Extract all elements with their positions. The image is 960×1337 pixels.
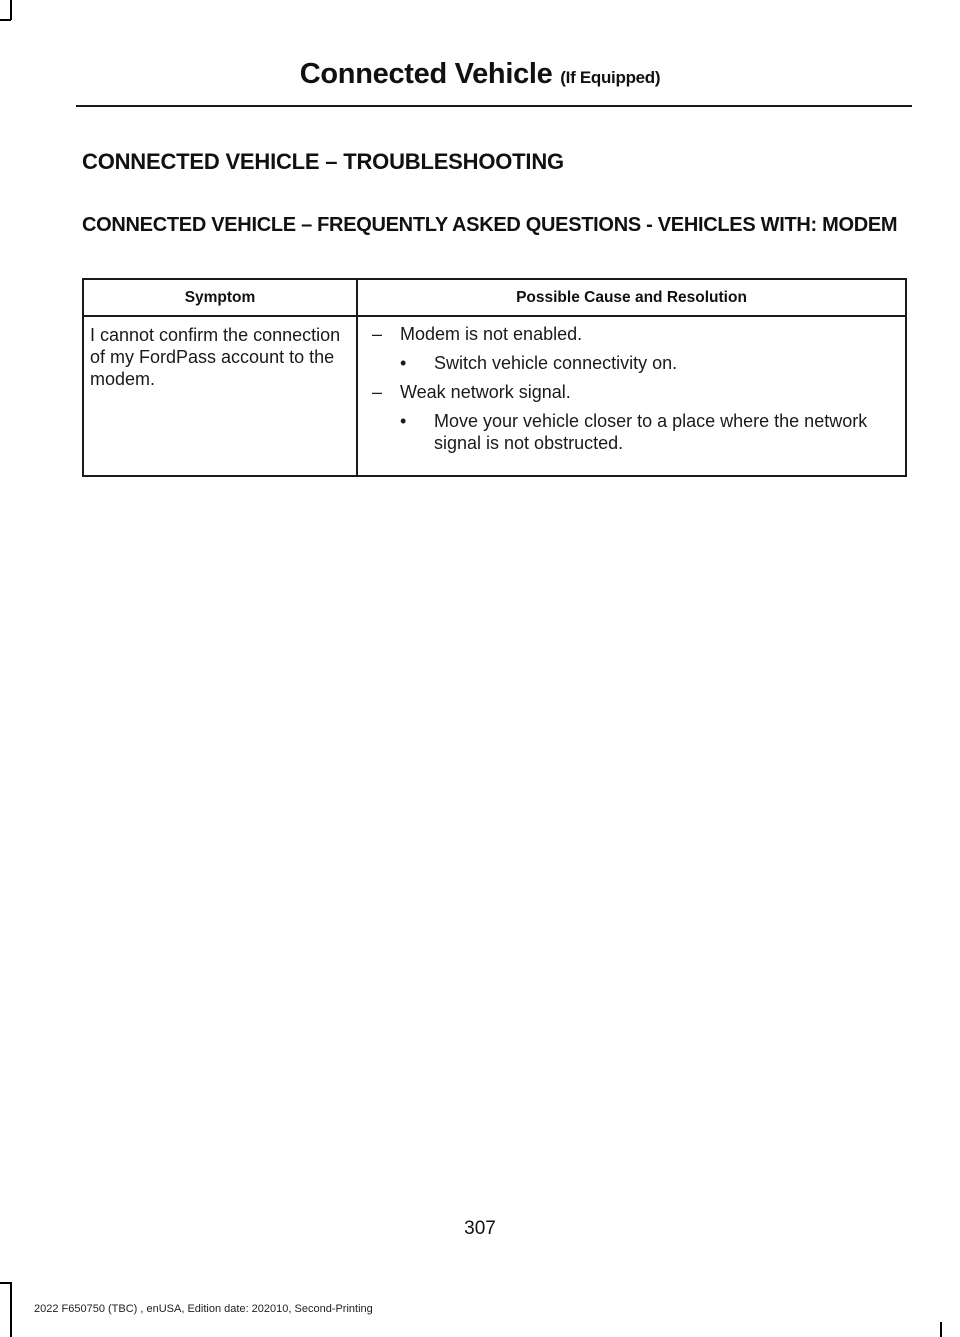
resolution-item — [372, 352, 897, 374]
page-number: 307 — [464, 1218, 496, 1239]
table-header-row — [83, 279, 906, 316]
crop-mark-top-left-horizontal — [0, 19, 11, 21]
bullet-marker: • — [400, 353, 407, 373]
crop-mark-bottom-right-vertical — [940, 1322, 942, 1337]
subsection-title: CONNECTED VEHICLE – FREQUENTLY ASKED QUESTIONS - VEHICLES WITH: MODEM — [82, 214, 898, 236]
header-subtitle-text: (If Equipped) — [560, 68, 661, 87]
faq-table — [82, 278, 907, 477]
crop-mark-top-left-vertical — [10, 0, 12, 20]
resolution-item — [372, 410, 897, 454]
footer-edition-info: 2022 F650750 (TBC) , enUSA, Edition date: 202010, Second-Printing — [34, 1303, 373, 1315]
bullet-marker: • — [400, 411, 407, 431]
page-header-title — [0, 58, 960, 91]
crop-mark-bottom-left-horizontal — [0, 1282, 11, 1284]
cause-text: Modem is not enabled. — [400, 324, 583, 344]
dash-marker: – — [372, 324, 383, 344]
cause-resolution-cell — [357, 316, 906, 476]
cause-item — [372, 381, 897, 403]
dash-marker: – — [372, 382, 383, 402]
cause-item — [372, 323, 897, 345]
resolution-text: Switch vehicle connectivity on. — [434, 353, 678, 373]
header-title-text: Connected Vehicle — [299, 58, 553, 90]
crop-mark-bottom-left-vertical — [10, 1282, 12, 1337]
symptom-cell: I cannot confirm the connection of my FordPass account to the modem. — [83, 316, 357, 476]
column-header-cause-resolution: Possible Cause and Resolution — [357, 279, 906, 316]
resolution-text: Move your vehicle closer to a place where the network signal is not obstructed. — [434, 411, 868, 453]
cause-text: Weak network signal. — [400, 382, 571, 402]
section-title: CONNECTED VEHICLE – TROUBLESHOOTING — [82, 149, 564, 174]
header-divider — [76, 105, 912, 107]
column-header-symptom: Symptom — [83, 279, 357, 316]
table-row — [83, 316, 906, 476]
